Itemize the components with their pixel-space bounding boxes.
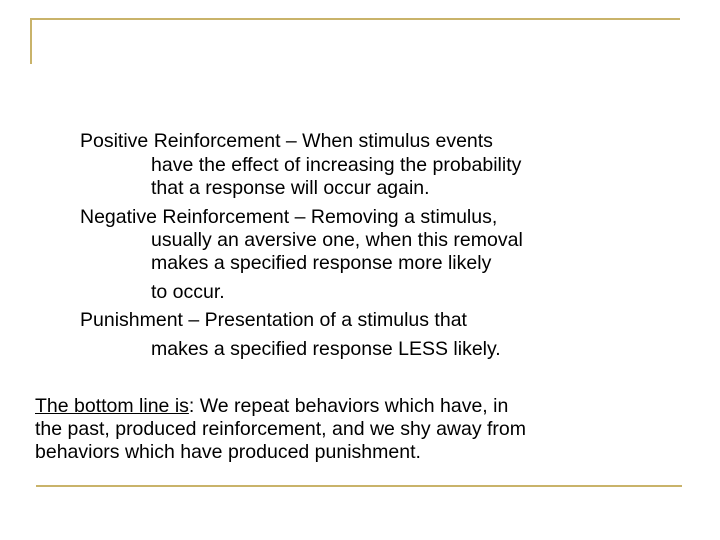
conclusion-line-1: [35, 394, 508, 418]
positive-reinforcement-line-1: Positive Reinforcement – When stimulus events: [80, 130, 493, 152]
bottom-accent-rule: [36, 485, 682, 487]
conclusion-line-2: the past, produced reinforcement, and we shy away from: [35, 418, 527, 440]
left-accent-rule: [30, 18, 32, 64]
positive-reinforcement-line-2: have the effect of increasing the probability: [151, 154, 522, 176]
conclusion-line-3: behaviors which have produced punishment.: [35, 441, 421, 463]
negative-reinforcement-line-1: Negative Reinforcement – Removing a stimulus,: [80, 206, 498, 228]
top-accent-rule: [30, 18, 680, 20]
conclusion-text-1: : We repeat behaviors which have, in: [188, 395, 509, 417]
negative-reinforcement-line-3: makes a specified response more likely: [151, 252, 492, 274]
bottom-line-label: The bottom line is: [35, 395, 189, 417]
punishment-line-1: Punishment – Presentation of a stimulus that: [80, 309, 467, 331]
negative-reinforcement-line-4: to occur.: [151, 281, 225, 303]
negative-reinforcement-line-2: usually an aversive one, when this removal: [151, 229, 523, 251]
punishment-line-2: makes a specified response LESS likely.: [151, 338, 501, 360]
positive-reinforcement-line-3: that a response will occur again.: [151, 177, 430, 199]
